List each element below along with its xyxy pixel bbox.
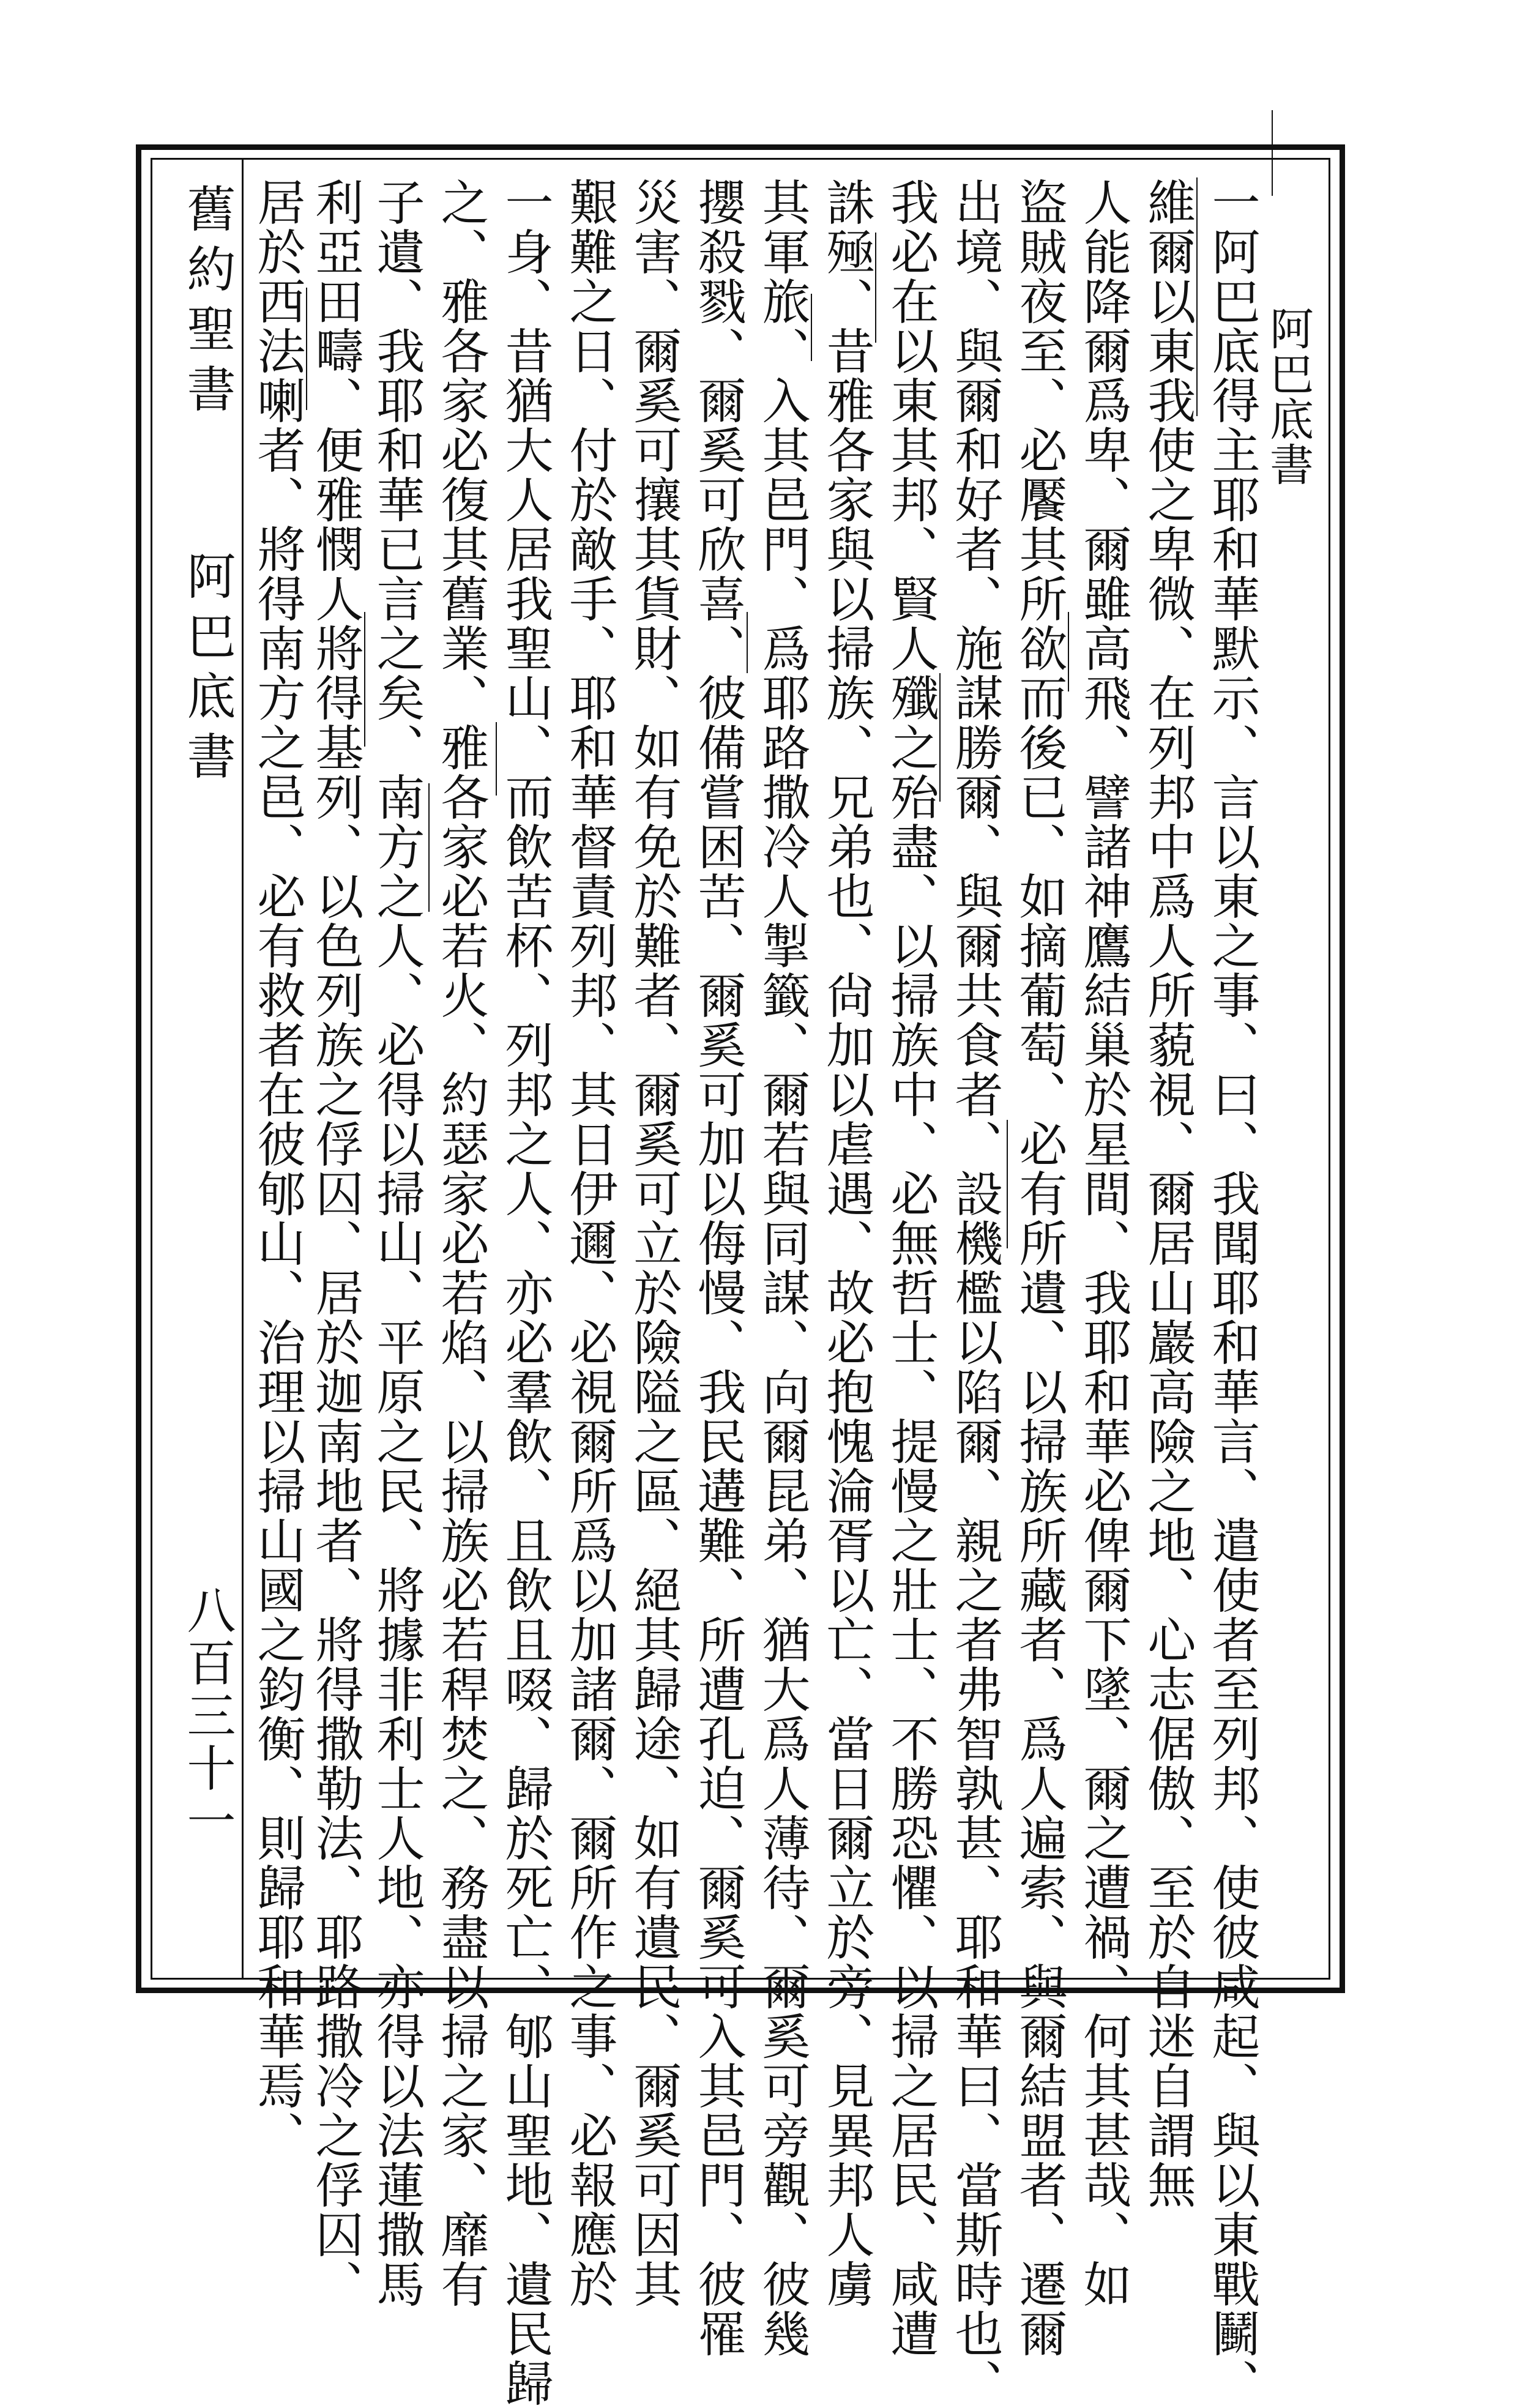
text-column-6: 我必在以東其邦、賢人殲之殆盡、以掃族中、必無哲士、提慢之壯士、不勝恐懼、以掃之居民、咸遭 [882,177,939,2358]
name-marker-line [1196,177,1198,416]
text-column-11: 艱難之日、付於敵手、耶和華督責列邦、其日伊邇、必視爾所爲以加諸爾、爾所作之事、必報應於 [561,177,617,2309]
page-number: 八百三十一 [179,1585,236,1848]
text-column-12: 一身、昔猶大人居我聖山、而飲苦杯、列邦之人、亦必羣飲、且飲且啜、歸於死亡、郇山聖地、遺民歸 [497,177,553,2408]
section-title: 阿巴底書 [179,551,236,791]
text-column-16: 居於西法喇者、將得南方之邑、必有救者在彼郇山、治理以掃山國之鈞衡、則歸耶和華焉、 [249,177,305,2160]
text-column-9: 攖殺戮、爾奚可欣喜、彼備嘗困苦、爾奚可加以侮慢、我民遘難、所遭孔迫、爾奚可入其邑門、彼罹 [690,177,746,2358]
name-marker-line [1272,110,1273,196]
text-column-8: 其軍旅、入其邑門、爲耶路撒冷人掣籤、爾若與同謀、向爾昆弟、猶大爲人薄待、爾奚可旁觀、彼幾 [754,177,810,2358]
text-column-7: 誅殛、昔雅各家與以掃族、兄弟也、尙加以虐遇、故必抱愧淪胥以亡、當日爾立於旁、見異邦人虜 [818,177,874,2309]
name-marker-line [364,612,365,747]
name-marker-line [875,233,876,343]
text-column-13: 之、雅各家必復其舊業、雅各家必若火、約瑟家必若焰、以掃族必若稈焚之、務盡以掃之家、靡有 [433,177,489,2309]
text-column-3: 人能降爾爲卑、爾雖高飛、譬諸神鷹結巢於星間、我耶和華必俾爾下墜、爾之遭禍、何其甚哉、如 [1075,177,1131,2309]
name-marker-line [496,722,497,796]
text-column-5: 出境、與爾和好者、施謀勝爾、與爾共食者、設機檻以陷爾、親之者弗智孰甚、耶和華曰、當斯時也、 [947,177,1003,2408]
name-marker-line [1068,612,1069,691]
name-marker-line [939,673,941,802]
book-heading: 阿巴底書 [1262,306,1314,487]
name-marker-line [306,288,307,410]
name-marker-line [1007,1120,1008,1248]
text-column-14: 子遺、我耶和華已言之矣、南方之人、必得以掃山、平原之民、將據非利士人地、亦得以法蓮撒馬 [368,177,425,2309]
text-column-15: 利亞田疇、便雅憫人將得基列、以色列族之俘囚、居於迦南地者、將得撒勒法、耶路撒冷之俘囚、 [307,177,363,2309]
margin-divider-line [242,158,244,1980]
text-column-1: 一阿巴底得主耶和華默示、言以東之事、曰、我聞耶和華言、遣使者至列邦、使彼咸起、與以東戰鬭、 [1204,177,1260,2408]
name-marker-line [811,294,812,361]
name-marker-line [747,612,748,673]
book-title: 舊約聖書 [179,184,236,423]
text-column-10: 災害、爾奚可攘其貨財、如有免於難者、爾奚可立於險隘之區、絕其歸途、如有遺民、爾奚可因其 [625,177,682,2309]
name-marker-line [428,783,430,912]
text-column-2: 維爾以東我使之卑微、在列邦中爲人所藐視、爾居山巖高險之地、心志倨傲、至於自迷自謂無 [1139,177,1196,2210]
text-column-4: 盜賊夜至、必饜其所欲而後已、如摘葡萄、必有所遺、以掃族所藏者、爲人遍索、與爾結盟者、遷爾 [1011,177,1067,2358]
